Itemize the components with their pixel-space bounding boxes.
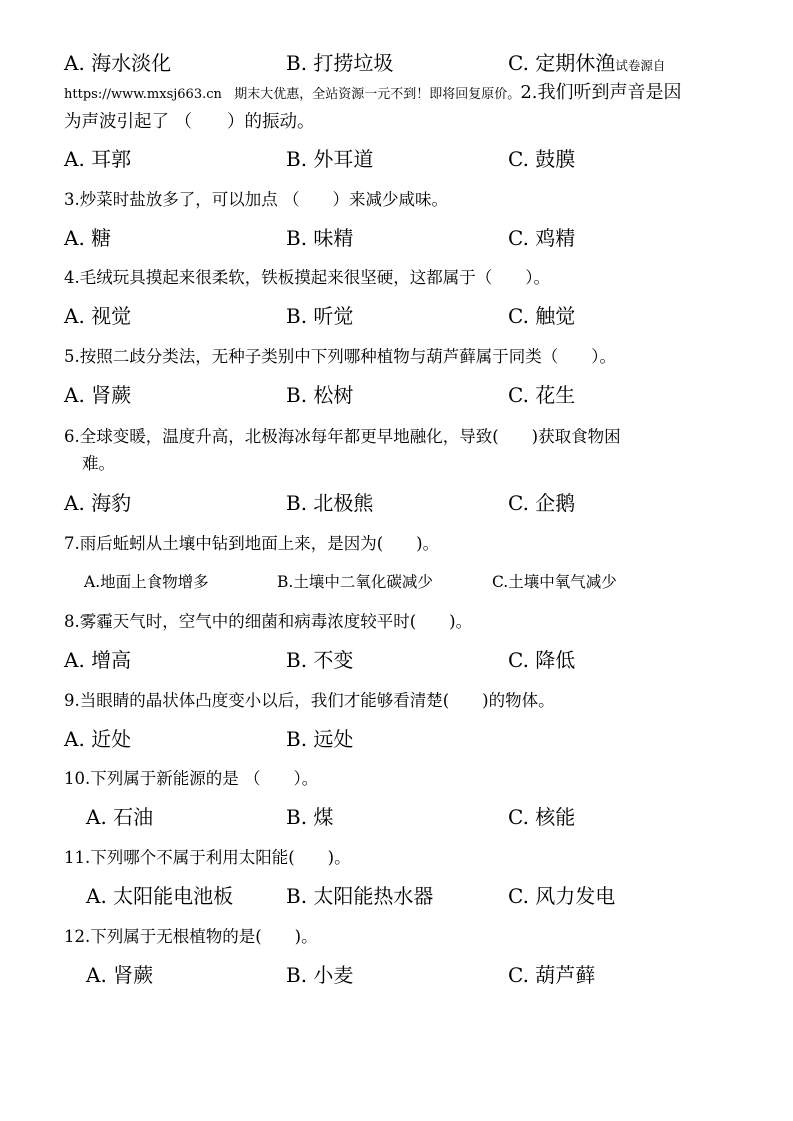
q12-option-a: A. 肾蕨 <box>86 963 154 987</box>
q9-options <box>64 726 744 752</box>
q2-options <box>64 146 744 172</box>
q4-option-a: A. 视觉 <box>64 304 132 328</box>
q9-option-b: B. 远处 <box>286 727 354 751</box>
q2-option-a: A. 耳郭 <box>64 147 132 171</box>
q8-option-b: B. 不变 <box>286 648 354 672</box>
q6-text-cont: 难。 <box>82 454 115 473</box>
q5-options <box>64 382 744 408</box>
q5-option-a: A. 肾蕨 <box>64 383 132 407</box>
source-line <box>64 81 682 107</box>
q12-option-c: C. 葫芦藓 <box>508 963 596 987</box>
q8-option-c: C. 降低 <box>508 648 576 672</box>
q8-text: 8.雾霾天气时，空气中的细菌和病毒浓度较平时( )。 <box>64 612 473 631</box>
q10-option-a: A. 石油 <box>86 805 154 829</box>
q4-options <box>64 303 744 329</box>
q4-option-c: C. 触觉 <box>508 304 576 328</box>
q11-option-c: C. 风力发电 <box>508 884 616 908</box>
q1-options <box>64 50 744 76</box>
q3-option-b: B. 味精 <box>286 226 354 250</box>
source-promo: 期末大优惠，全站资源一元不到！即将回复原价。 <box>234 87 521 102</box>
q6-option-a: A. 海豹 <box>64 491 132 515</box>
q2-option-b: B. 外耳道 <box>286 147 374 171</box>
q9-text: 9.当眼睛的晶状体凸度变小以后，我们才能够看清楚( )的物体。 <box>64 691 555 710</box>
q7-option-b: B.土壤中二氧化碳减少 <box>277 573 433 591</box>
q9-option-a: A. 近处 <box>64 727 132 751</box>
source-url: https://www.mxsj663.cn <box>64 87 222 102</box>
q8-option-a: A. 增高 <box>64 648 132 672</box>
q4-option-b: B. 听觉 <box>286 304 354 328</box>
q12-options <box>64 962 744 988</box>
q2-text-cont: 为声波引起了 （ ）的振动。 <box>64 112 315 132</box>
q5-option-c: C. 花生 <box>508 383 576 407</box>
q12-text: 12.下列属于无根植物的是( )。 <box>64 927 318 946</box>
q11-text: 11.下列哪个不属于利用太阳能( )。 <box>64 848 351 867</box>
q7-text: 7.雨后蚯蚓从土壤中钻到地面上来，是因为( )。 <box>64 534 440 553</box>
watermark-text: 试卷源自 <box>615 58 666 73</box>
q10-options <box>64 804 744 830</box>
q2-option-c: C. 鼓膜 <box>508 147 576 171</box>
q11-option-a: A. 太阳能电池板 <box>86 884 234 908</box>
q1-option-a: A. 海水淡化 <box>64 51 172 75</box>
q1-option-b: B. 打捞垃圾 <box>286 51 394 75</box>
q12-option-b: B. 小麦 <box>286 963 354 987</box>
q6-option-b: B. 北极熊 <box>286 491 374 515</box>
q3-text: 3.炒菜时盐放多了，可以加点 （ ）来减少咸味。 <box>64 190 448 209</box>
q8-options <box>64 647 744 673</box>
q10-option-b: B. 煤 <box>286 805 334 829</box>
q3-options <box>64 225 744 251</box>
q3-option-a: A. 糖 <box>64 226 112 250</box>
q10-option-c: C. 核能 <box>508 805 576 829</box>
q7-option-c: C.土壤中氧气减少 <box>492 573 617 591</box>
q6-option-c: C. 企鹅 <box>508 491 576 515</box>
q11-options <box>64 883 744 909</box>
q5-option-b: B. 松树 <box>286 383 354 407</box>
q6-options <box>64 490 744 516</box>
q7-options <box>84 570 764 594</box>
q10-text: 10.下列属于新能源的是 （ ）。 <box>64 769 319 788</box>
q11-option-b: B. 太阳能热水器 <box>286 884 434 908</box>
q5-text: 5.按照二歧分类法，无种子类别中下列哪种植物与葫芦藓属于同类（ ）。 <box>64 347 616 366</box>
q3-option-c: C. 鸡精 <box>508 226 576 250</box>
q7-option-a: A.地面上食物增多 <box>84 573 209 591</box>
q2-text-start: 2.我们听到声音是因 <box>520 82 682 103</box>
q6-text: 6.全球变暖，温度升高，北极海冰每年都更早地融化，导致( )获取食物困 <box>64 427 621 446</box>
q1-option-c: C. 定期休渔试卷源自 <box>508 51 666 75</box>
q4-text: 4.毛绒玩具摸起来很柔软，铁板摸起来很坚硬，这都属于（ ）。 <box>64 268 550 287</box>
